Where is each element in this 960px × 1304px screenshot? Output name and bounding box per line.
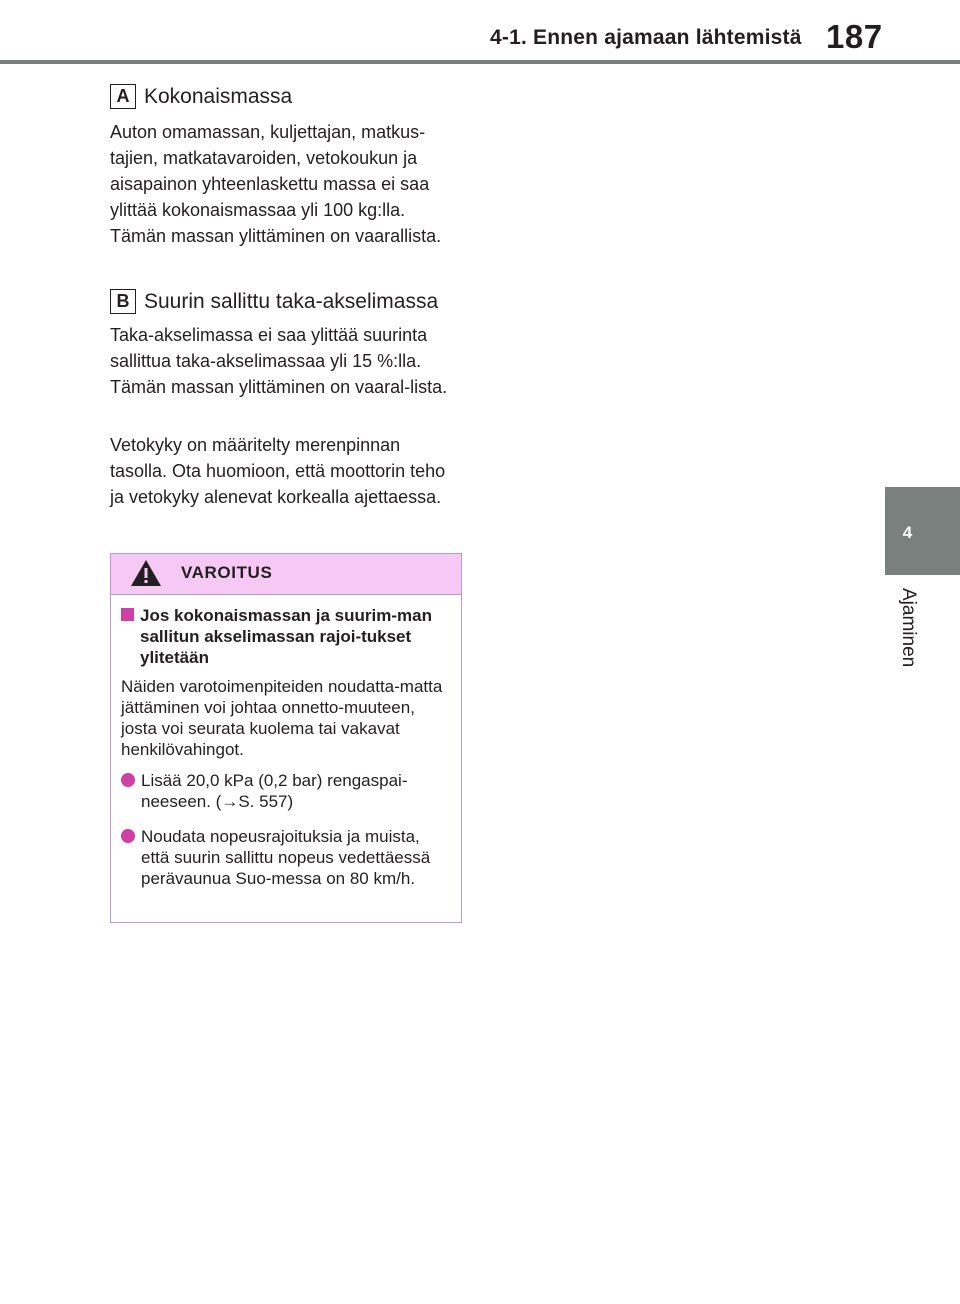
- paragraph-b2: [110, 432, 450, 510]
- chapter-tab: [885, 487, 960, 575]
- paragraph-b1-text: Taka-akselimassa ei saa ylittää suurinta sallittua taka-akselimassaa yli 15 %:lla. Tämän massan ylittäminen on vaaral-lista.: [110, 325, 448, 397]
- warning-item-heading-text: Jos kokonaismassan ja suurim-man sallitun akselimassan rajoi-tukset ylitetään: [140, 606, 432, 667]
- warning-body-text: Näiden varotoimenpiteiden noudatta-matta jättäminen voi johtaa onnetto-muuteen, josta voi seurata kuolema tai vakavat henkilövahingot.: [121, 677, 443, 759]
- paragraph-b1: [110, 322, 470, 400]
- paragraph-a: [110, 119, 462, 249]
- warning-bullet-2: [121, 826, 447, 889]
- subheading-b-text: Suurin sallittu taka-akselimassa: [144, 289, 439, 313]
- subheading-a: [110, 84, 292, 109]
- section-title: 4-1. Ennen ajamaan lähtemistä: [490, 26, 802, 49]
- circle-bullet-icon: [121, 773, 135, 787]
- warning-bullet-1: [121, 770, 447, 812]
- warning-item-heading: [121, 605, 447, 668]
- warning-box: [110, 553, 462, 923]
- square-bullet-icon: [121, 608, 134, 621]
- paragraph-b2-text: Vetokyky on määritelty merenpinnan tasolla. Ota huomioon, että moottorin teho ja vetokyky alenevat korkealla ajettaessa.: [110, 435, 446, 507]
- page-number: 187: [826, 18, 883, 55]
- warning-body: [111, 595, 461, 889]
- warning-bullet-1-text: Lisää 20,0 kPa (0,2 bar) rengaspai-neeseen. (→S. 557): [141, 771, 408, 811]
- subheading-a-text: Kokonaismassa: [144, 84, 293, 108]
- warning-bullet-2-text: Noudata nopeusrajoituksia ja muista, että suurin sallittu nopeus vedettäessä perävaunua Suo-messa on 80 km/h.: [141, 827, 431, 888]
- header-rule: [0, 60, 960, 64]
- chapter-label: [893, 588, 921, 688]
- subheading-b: [110, 289, 438, 314]
- chapter-number: 4: [902, 523, 913, 542]
- paragraph-a-text: Auton omamassan, kuljettajan, matkus-tajien, matkatavaroiden, vetokoukun ja aisapainon yhteenlaskettu massa ei saa ylittää kokonaismassaa yli 100 kg:lla. Tämän massan ylittäminen on vaarallista.: [110, 122, 442, 246]
- chapter-label-text: Ajaminen: [898, 588, 919, 668]
- section-letter-b: B: [110, 289, 136, 314]
- warning-header: [111, 554, 461, 595]
- section-letter-a: A: [110, 84, 136, 109]
- circle-bullet-icon: [121, 829, 135, 843]
- warning-triangle-icon: [129, 558, 163, 588]
- warning-title: VAROITUS: [181, 563, 273, 582]
